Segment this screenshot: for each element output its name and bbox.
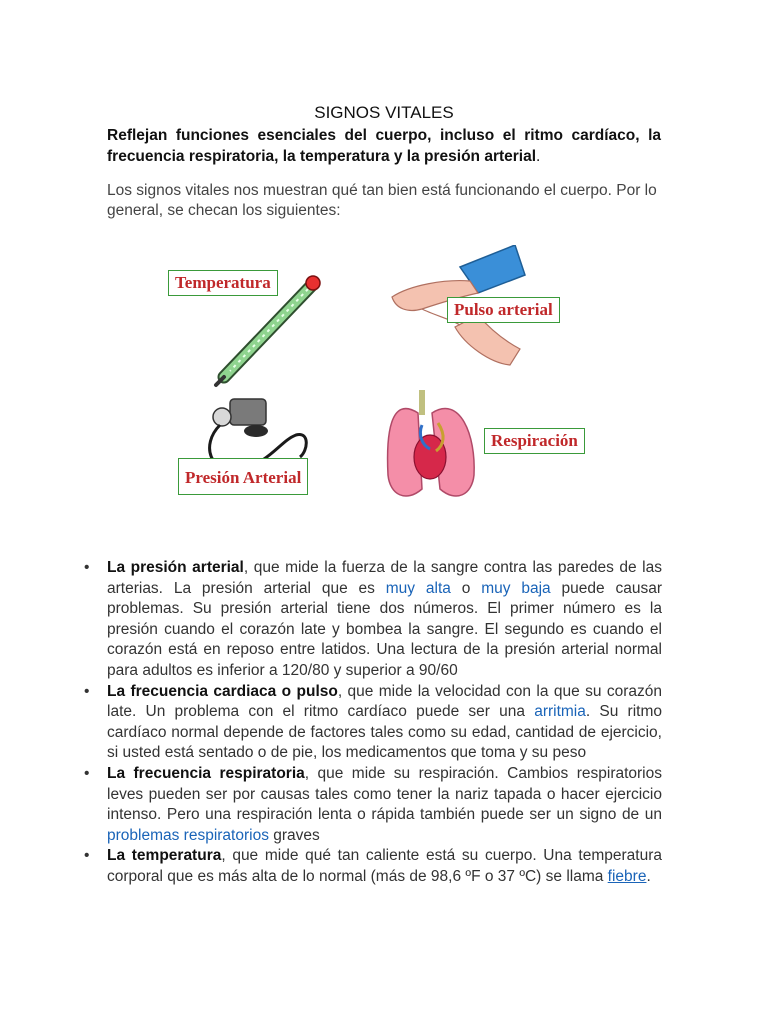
intro-paragraph: Los signos vitales nos muestran qué tan bien está funcionando el cuerpo. Por lo general, se checan los siguientes: [107,182,657,219]
text: , que mide su respiración. Cambios respiratorios leves pueden ser por causas tales como tener la nariz tapada o hacer ejercicio intenso. Pero una respiración lenta o rápida también puede ser un signo de un [107,764,662,824]
text: graves [268,826,320,844]
link-muy-alta[interactable]: muy alta [385,579,451,597]
term-respiracion: La frecuencia respiratoria [107,764,305,782]
text: puede causar problemas. Su presión arterial tiene dos números. El primer número es la presión cuando el corazón late y bombea la sangre. El segundo es cuando el corazón está en reposo entre latidos. Una lectura de la presión arterial normal para adultos es inferior a 120/80 y superior a 90/60 [107,579,662,679]
label-pulso-arterial: Pulso arterial [447,297,560,323]
lead-text: Reflejan funciones esenciales del cuerpo, incluso el ritmo cardíaco, la frecuencia respiratoria, la temperatura y la presión arterial [107,127,661,165]
text: o [450,579,482,597]
label-respiracion: Respiración [484,428,585,454]
link-arritmia[interactable]: arritmia [534,703,586,721]
link-muy-baja[interactable]: muy baja [481,579,551,597]
term-pulso: La frecuencia cardiaca o pulso [107,682,338,700]
list-item-temperatura [84,846,662,887]
label-presion-arterial: Presión Arterial [178,458,308,495]
link-problemas-respiratorios[interactable]: problemas respiratorios [107,826,269,844]
label-temperatura: Temperatura [168,270,278,296]
list-item-pulso [84,682,662,764]
lungs-icon [388,390,475,496]
term-temperatura: La temperatura [107,847,222,865]
vital-signs-list [84,558,662,888]
text: , que mide qué tan caliente está su cuerpo. Una temperatura corporal que es más alta de lo normal (más de 98,6 ºF o 37 ºC) se llama [107,847,662,885]
text: . [646,867,651,885]
link-fiebre[interactable]: fiebre [607,867,647,885]
list-item-presion [84,558,662,682]
text: , que mide la velocidad con la que su corazón late. Un problema con el ritmo cardíaco puede ser una [107,682,662,721]
list-item-respiracion [84,764,662,846]
text: . Su ritmo cardíaco normal depende de factores tales como su edad, cantidad de ejercicio, si usted está sentado o de pie, los medicamentos que toma y su peso [107,703,662,762]
lead-paragraph [107,125,661,167]
term-presion: La presión arterial [107,559,244,576]
text: , que mide la fuerza de la sangre contra las paredes de las arterias. La presión arterial que es [107,559,662,597]
page-title: SIGNOS VITALES [314,103,454,123]
lead-end: . [536,148,541,165]
vital-signs-illustration [160,245,620,525]
